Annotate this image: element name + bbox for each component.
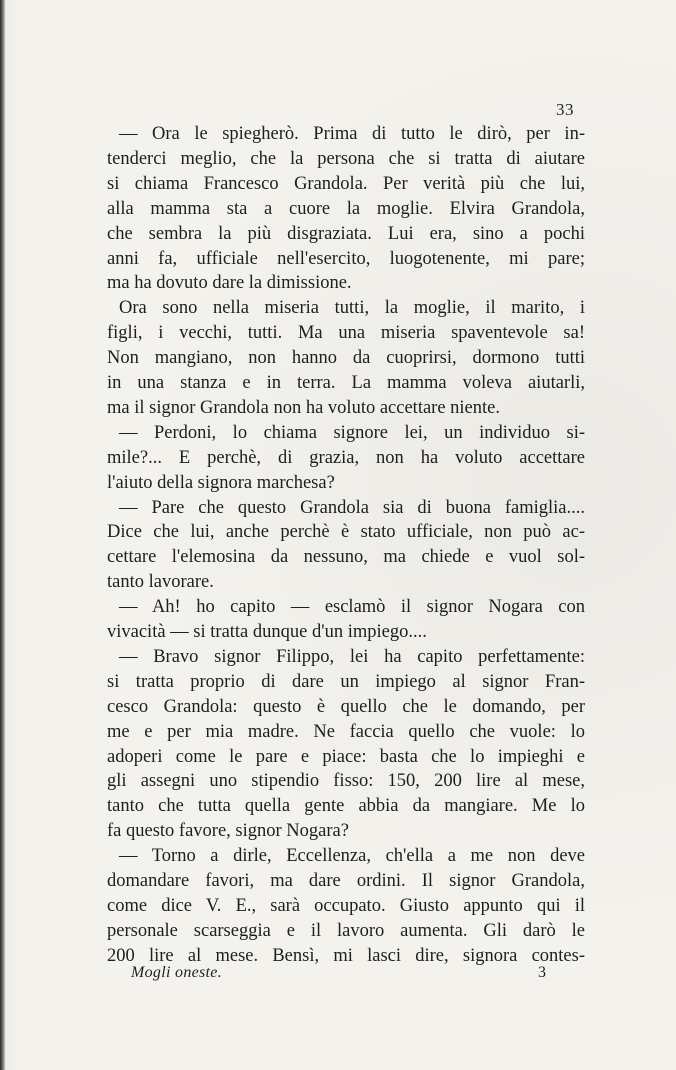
text-line: come dice V. E., sarà occupato. Giusto appunto qui il [107, 895, 585, 916]
text-line: Non mangiano, non hanno da cuoprirsi, dormono tutti [107, 348, 585, 369]
text-line: — Perdoni, lo chiama signore lei, un individuo si- [119, 422, 585, 443]
text-line: si chiama Francesco Grandola. Per verità più che lui, [107, 173, 585, 194]
footer-book-title: Mogli oneste. [131, 964, 222, 981]
text-line: in una stanza e in terra. La mamma voleva aiutarli, [107, 373, 585, 393]
text-line: ma il signor Grandola non ha voluto accettare niente. [107, 397, 500, 418]
text-line: fa questo favore, signor Nogara? [107, 821, 349, 842]
text-line: — Bravo signor Filippo, lei ha capito perfettamente: [119, 646, 585, 667]
text-line: Ora sono nella miseria tutti, la moglie, il marito, i [119, 298, 585, 319]
text-line: ma ha dovuto dare la dimissione. [107, 273, 352, 294]
page-number: 33 [556, 100, 574, 119]
binding-edge [0, 0, 5, 1070]
text-line: — Torno a dirle, Eccellenza, ch'ella a me non deve [119, 846, 585, 867]
text-line: personale scarseggia e il lavoro aumenta. Gli darò le [107, 920, 585, 941]
text-line: si tratta proprio di dare un impiego al signor Fran- [107, 671, 585, 692]
text-line: 200 lire al mese. Bensì, mi lasci dire, signora contes- [107, 945, 585, 966]
text-line: tenderci meglio, che la persona che si tratta di aiutare [107, 148, 585, 169]
text-line: cettare l'elemosina da nessuno, ma chiede e vuol sol- [107, 547, 585, 568]
footer-signature-mark: 3 [538, 964, 546, 981]
text-line: anni fa, ufficiale nell'esercito, luogotenente, mi pare; [107, 248, 585, 269]
text-line: — Pare che questo Grandola sia di buona famiglia.... [119, 497, 585, 518]
text-line: adoperi come le pare e piace: basta che lo impieghi e [107, 746, 585, 767]
text-line: mile?... E perchè, di grazia, non ha voluto accettare [107, 447, 585, 468]
text-line: me e per mia madre. Ne faccia quello che vuole: lo [107, 721, 585, 742]
text-line: — Ah! ho capito — esclamò il signor Nogara con [119, 597, 585, 618]
text-line: alla mamma sta a cuore la moglie. Elvira Grandola, [107, 198, 585, 219]
text-line: cesco Grandola: questo è quello che le domando, per [107, 696, 585, 717]
text-line: che sembra la più disgraziata. Lui era, sino a pochi [107, 223, 585, 244]
text-line: gli assegni uno stipendio fisso: 150, 200 lire al mese, [107, 771, 585, 792]
text-line: — Ora le spiegherò. Prima di tutto le dirò, per in- [119, 124, 585, 144]
text-line: figli, i vecchi, tutti. Ma una miseria spaventevole sa! [107, 323, 585, 344]
text-line: Dice che lui, anche perchè è stato ufficiale, non può ac- [107, 522, 585, 543]
text-line: tanto che tutta quella gente abbia da mangiare. Me lo [107, 796, 585, 817]
text-line: domandare favori, ma dare ordini. Il signor Grandola, [107, 871, 585, 891]
text-line: vivacità — si tratta dunque d'un impiego.... [107, 622, 427, 642]
text-line: l'aiuto della signora marchesa? [107, 472, 335, 493]
text-line: tanto lavorare. [107, 572, 214, 593]
